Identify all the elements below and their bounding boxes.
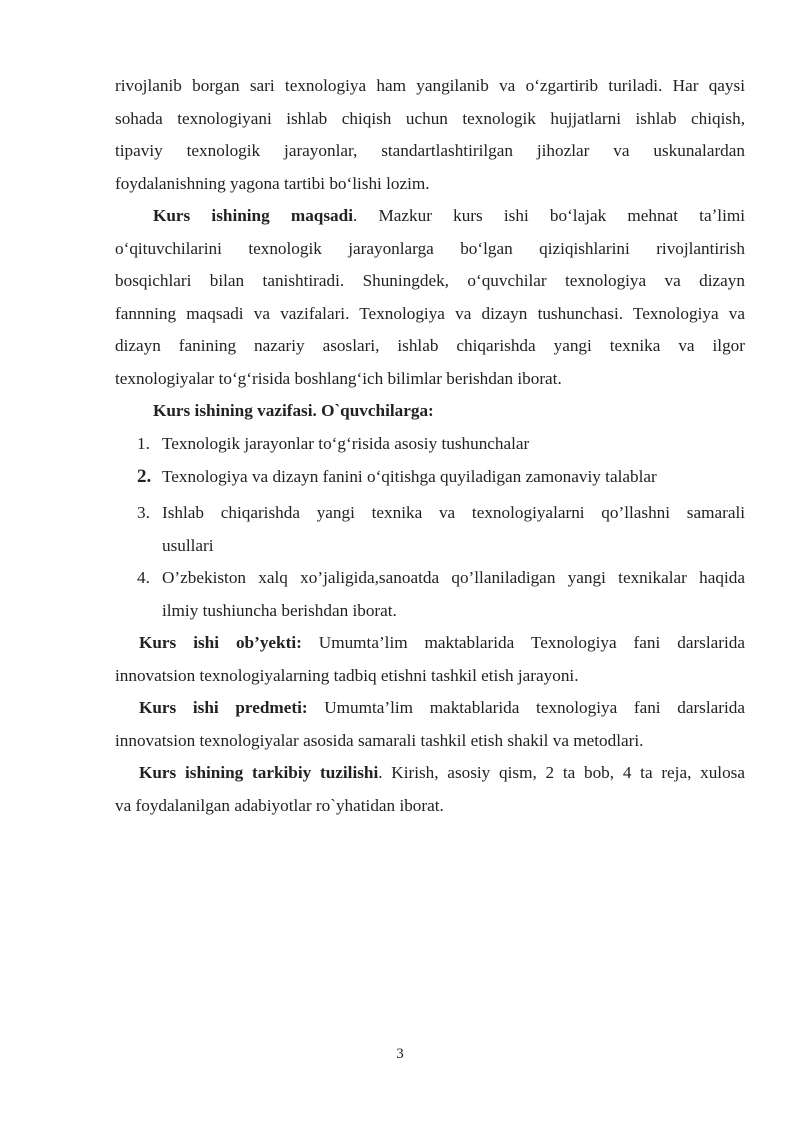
paragraph-line: foydalanishning yagona tartibi boʻlishi lozim. [115, 173, 430, 193]
object-text: Umumta’lim maktablarida Texnologiya fani darslarida [301, 633, 745, 652]
object-paragraph [115, 627, 745, 692]
list-item-number: 2. [137, 466, 152, 487]
list-item-number: 1. [137, 434, 150, 453]
paragraph-line: tipaviy texnologik jarayonlar, standartlashtirilgan jihozlar va uskunalardan [115, 141, 745, 160]
list-item-text: ilmiy tushiuncha berishdan iborat. [162, 600, 397, 620]
tasks-heading [115, 395, 745, 428]
list-item [137, 497, 745, 562]
list-item [137, 562, 745, 627]
paragraph-line: innovatsion texnologiyalar asosida samarali tashkil etish shakil va metodlari. [115, 730, 644, 750]
goal-paragraph [115, 200, 745, 395]
tasks-section [115, 395, 745, 428]
list-item-text: O’zbekiston xalq xo’jaligida,sanoatda qo’llaniladigan yangi texnikalar haqida [162, 568, 745, 587]
list-item [137, 428, 745, 461]
paragraph-line: innovatsion texnologiyalarning tadbiq etishni tashkil etish jarayoni. [115, 665, 579, 685]
paragraph-line [115, 200, 745, 233]
tasks-heading-text: Kurs ishining vazifasi. O`quvchilarga: [153, 401, 434, 420]
paragraph-line: rivojlanib borgan sari texnologiya ham yangilanib va oʻzgartirib turiladi. Har qaysi [115, 76, 745, 95]
list-item-text: Texnologik jarayonlar toʻgʻrisida asosiy tushunchalar [162, 434, 530, 453]
page-number: 3 [396, 1046, 404, 1062]
paragraph-line: bosqichlari bilan tanishtiradi. Shuningdek, oʻquvchilar texnologiya va dizayn [115, 271, 745, 290]
goal-text: . Mazkur kurs ishi boʻlajak mehnat taʼlimi [352, 206, 745, 225]
paragraph-line: fannning maqsadi va vazifalari. Texnologiya va dizayn tushunchasi. Texnologiya va [115, 303, 745, 323]
paragraph-line: texnologiyalar toʻgʻrisida boshlangʻich bilimlar berishdan iborat. [115, 368, 562, 388]
list-item-number: 4. [137, 568, 150, 587]
list-item-text: Texnologiya va dizayn fanini oʻqitishga quyiladigan zamonaviy talablar [162, 467, 657, 486]
subject-paragraph [115, 692, 745, 757]
goal-label: Kurs ishining maqsadi [153, 206, 353, 225]
paragraph-line: sohada texnologiyani ishlab chiqish uchun texnologik hujjatlarni ishlab chiqish, [115, 108, 745, 128]
paragraph-line: dizayn fanining nazariy asoslari, ishlab chiqarishda yangi texnika va ilgor [115, 336, 745, 355]
subject-label: Kurs ishi predmeti: [139, 698, 308, 717]
structure-paragraph [115, 757, 745, 822]
paragraph-line: va foydalanilgan adabiyotlar ro`yhatidan iborat. [115, 795, 444, 815]
paragraph-line [115, 757, 745, 790]
paragraph-line [115, 692, 745, 725]
paragraph-line [115, 627, 745, 660]
structure-text: . Kirish, asosiy qism, 2 ta bob, 4 ta reja, xulosa [378, 763, 745, 782]
subject-text: Umumta’lim maktablarida texnologiya fani darslarida [307, 698, 745, 717]
list-item [137, 461, 745, 494]
structure-label: Kurs ishining tarkibiy tuzilishi [139, 763, 379, 782]
list-item-number: 3. [137, 503, 150, 522]
intro-paragraph [115, 70, 745, 200]
list-item-text: Ishlab chiqarishda yangi texnika va texnologiyalarni qo’llashni samarali [162, 503, 745, 522]
paragraph-line: oʻqituvchilarini texnologik jarayonlarga boʻlgan qiziqishlarini rivojlantirish [115, 238, 745, 258]
list-item-text: usullari [162, 535, 214, 555]
object-label: Kurs ishi ob’yekti: [139, 633, 302, 652]
